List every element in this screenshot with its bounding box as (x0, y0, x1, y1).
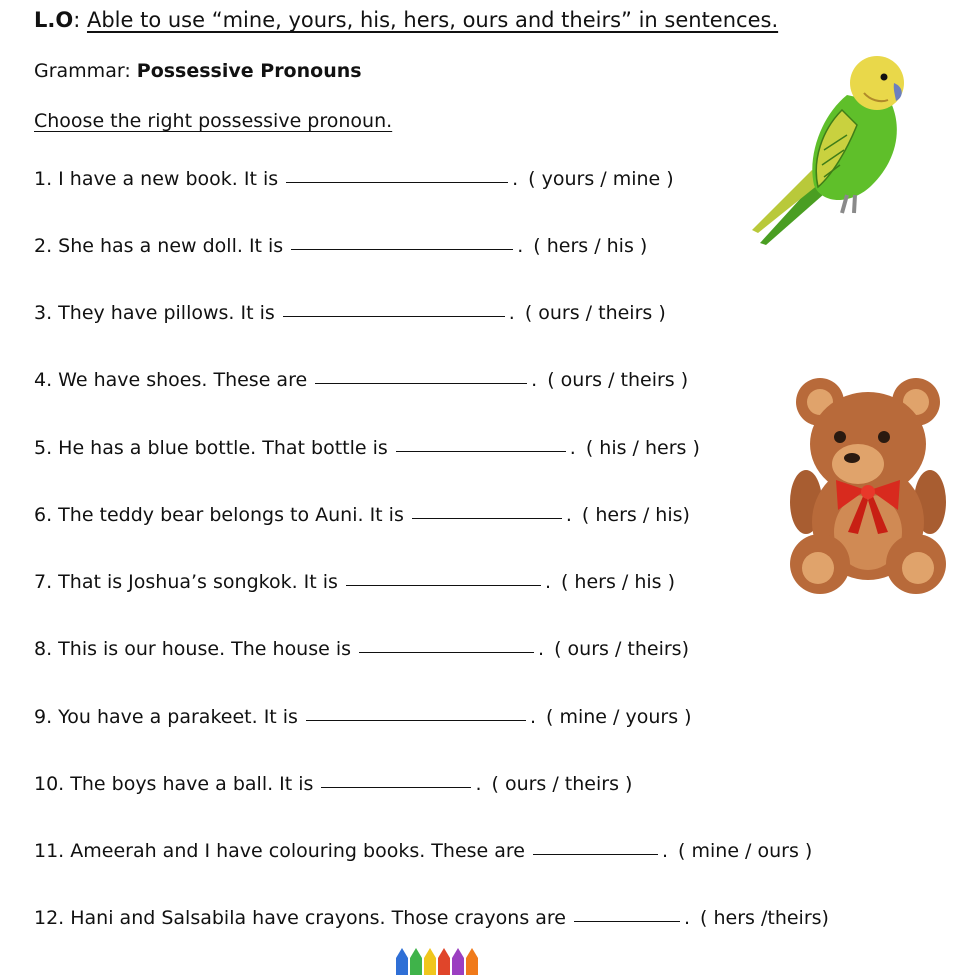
question-end: . (565, 504, 572, 526)
question-text: 11. Ameerah and I have colouring books. These are (34, 840, 525, 862)
answer-blank[interactable] (286, 181, 508, 183)
question-end: . (569, 437, 576, 459)
question-text: 3. They have pillows. It is (34, 302, 275, 324)
question-row (34, 773, 632, 795)
question-text: 5. He has a blue bottle. That bottle is (34, 437, 388, 459)
crayons-illustration (392, 948, 492, 975)
answer-choices: ( mine / yours ) (546, 706, 692, 728)
question-text: 9. You have a parakeet. It is (34, 706, 298, 728)
grammar-label: Grammar: (34, 60, 131, 82)
question-row (34, 504, 690, 526)
question-end: . (662, 840, 669, 862)
question-end: . (508, 302, 515, 324)
question-row (34, 907, 829, 929)
question-row (34, 638, 689, 660)
question-text: 10. The boys have a ball. It is (34, 773, 314, 795)
question-row (34, 302, 666, 324)
answer-choices: ( ours / theirs) (554, 638, 689, 660)
answer-blank[interactable] (321, 786, 471, 788)
question-text: 6. The teddy bear belongs to Auni. It is (34, 504, 404, 526)
answer-choices: ( hers / his ) (560, 571, 676, 593)
grammar-topic: Possessive Pronouns (136, 60, 362, 82)
parakeet-illustration (752, 55, 912, 250)
question-row (34, 168, 674, 190)
answer-blank[interactable] (315, 382, 527, 384)
answer-blank[interactable] (283, 315, 505, 317)
question-end: . (517, 235, 524, 257)
answer-choices: ( yours / mine ) (528, 168, 674, 190)
instruction: Choose the right possessive pronoun. (34, 110, 393, 132)
answer-choices: ( hers / his) (581, 504, 690, 526)
answer-blank[interactable] (533, 853, 658, 855)
learning-objective (34, 8, 778, 32)
lo-label: L.O (34, 8, 74, 32)
question-text: 2. She has a new doll. It is (34, 235, 284, 257)
question-row (34, 235, 647, 257)
question-row (34, 369, 688, 391)
question-text: 8. This is our house. The house is (34, 638, 352, 660)
answer-choices: ( ours / theirs ) (547, 369, 689, 391)
question-row (34, 437, 700, 459)
question-row (34, 840, 812, 862)
answer-choices: ( hers /theirs) (700, 907, 829, 929)
question-text: 1. I have a new book. It is (34, 168, 279, 190)
teddy-bear-illustration (788, 372, 948, 597)
answer-blank[interactable] (412, 517, 562, 519)
question-end: . (544, 571, 551, 593)
question-end: . (512, 168, 519, 190)
question-end: . (538, 638, 545, 660)
answer-blank[interactable] (396, 450, 566, 452)
question-end: . (531, 369, 538, 391)
answer-blank[interactable] (306, 719, 526, 721)
answer-choices: ( ours / theirs ) (491, 773, 633, 795)
answer-blank[interactable] (574, 920, 680, 922)
question-row (34, 571, 675, 593)
answer-choices: ( mine / ours ) (678, 840, 813, 862)
lo-separator: : (73, 8, 81, 32)
question-row (34, 706, 692, 728)
answer-choices: ( hers / his ) (533, 235, 648, 257)
answer-blank[interactable] (291, 248, 513, 250)
question-end: . (683, 907, 691, 929)
question-end: . (475, 773, 482, 795)
question-text: 4. We have shoes. These are (34, 369, 308, 391)
answer-choices: ( ours / theirs ) (524, 302, 666, 324)
question-text: 12. Hani and Salsabila have crayons. Those crayons are (34, 907, 566, 929)
answer-choices: ( his / hers ) (585, 437, 700, 459)
answer-blank[interactable] (359, 651, 534, 653)
question-text: 7. That is Joshua’s songkok. It is (34, 571, 338, 593)
lo-text: Able to use “mine, yours, his, hers, ours and theirs” in sentences. (86, 8, 779, 32)
question-end: . (529, 706, 537, 728)
grammar-heading (34, 60, 362, 82)
answer-blank[interactable] (346, 584, 541, 586)
